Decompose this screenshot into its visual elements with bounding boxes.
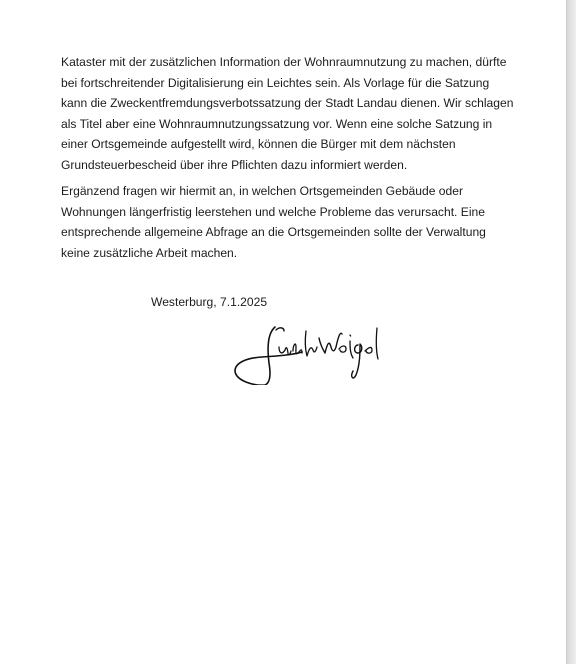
text-line: Ergänzend fragen wir hiermit an, in welchen Ortsgemeinden Gebäude oder bbox=[61, 184, 464, 198]
text-line: Grundsteuerbescheid über ihre Pflichten dazu informiert werden. bbox=[61, 157, 408, 172]
text-line: einer Ortsgemeinde aufgestellt wird, können die Bürger mit dem nächsten bbox=[61, 137, 456, 152]
signature-icon bbox=[232, 325, 382, 385]
text-line: bei fortschreitender Digitalisierung ein Leichtes sein. Als Vorlage für die Satzung bbox=[61, 75, 490, 90]
text-line: Kataster mit der zusätzlichen Information der Wohnraumnutzung zu machen, dürfte bbox=[61, 55, 507, 69]
place-date: Westerburg, 7.1.2025 bbox=[151, 295, 268, 309]
text-line: kann die Zweckentfremdungsverbotssatzung der Stadt Landau dienen. Wir schlagen bbox=[61, 96, 514, 111]
paragraph-cadastre bbox=[61, 52, 541, 176]
text-line: Wohnungen längerfristig leerstehen und welche Probleme das verursacht. Eine bbox=[61, 204, 485, 219]
text-line: keine zusätzliche Arbeit machen. bbox=[61, 245, 238, 260]
text-line: entsprechende allgemeine Abfrage an die Ortsgemeinden sollte der Verwaltung bbox=[61, 225, 486, 240]
paragraph-inquiry bbox=[61, 181, 541, 263]
page-edge bbox=[567, 0, 576, 664]
text-line: als Titel aber eine Wohnraumnutzungssatzung vor. Wenn eine solche Satzung in bbox=[61, 116, 493, 131]
